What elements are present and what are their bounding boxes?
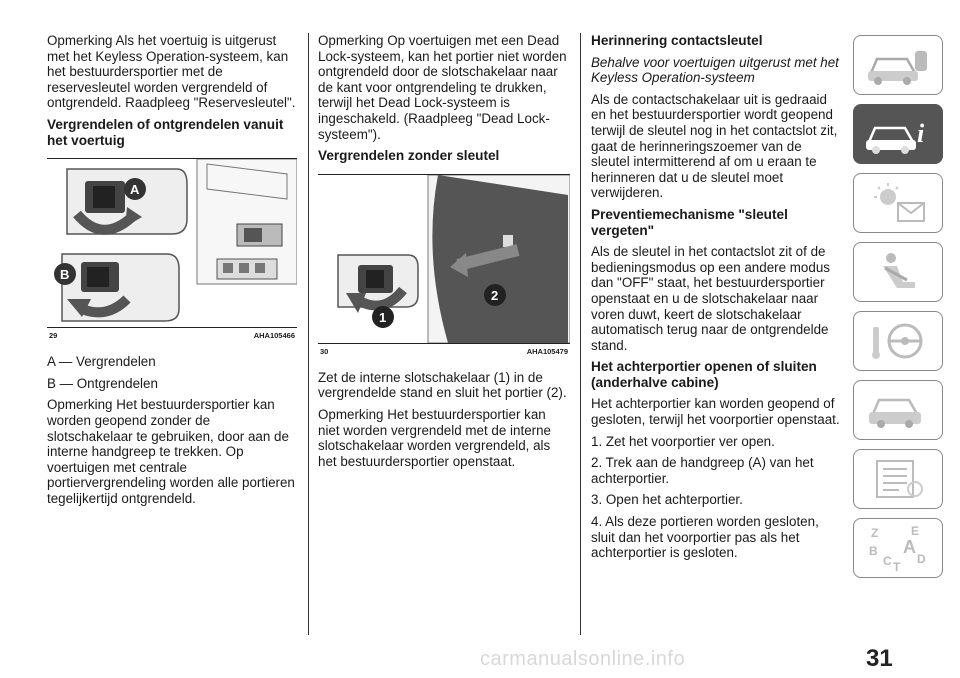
step-1: 1. Zet het voorportier ver open.: [591, 433, 775, 449]
column-2: [318, 33, 570, 475]
heading-key-reminder: Herinnering contactsleutel: [591, 33, 763, 48]
heading-lock-from-inside: Vergrendelen of ontgrendelen vanuit het voertuig: [47, 116, 284, 148]
subheading-keyless-exception: Behalve voor voertuigen uitgerust met het Keyless Operation-systeem: [591, 54, 839, 86]
index-letter: E: [911, 524, 920, 538]
heading-lock-without-key: Vergrendelen zonder sleutel: [318, 148, 500, 164]
index-letter: Z: [871, 526, 879, 540]
step-3: 3. Open het achterportier.: [591, 492, 743, 508]
figure-number: 29: [49, 331, 58, 341]
seat-airbag-icon: [863, 250, 933, 294]
legend-b: B — Ontgrendelen: [47, 375, 158, 391]
index-letter: D: [917, 552, 926, 566]
info-letter: i: [917, 119, 925, 148]
car-key-icon: [863, 43, 933, 87]
figure-label-2: 2: [491, 287, 499, 303]
figure-29-caption: [47, 328, 297, 340]
door-lock-switch-illustration: [47, 159, 297, 327]
index-letter: B: [869, 544, 878, 558]
watermark: carmanualsonline.info: [480, 648, 686, 670]
tab-car-info[interactable]: [853, 104, 943, 164]
column-3: [591, 33, 843, 567]
figure-number: 30: [320, 346, 329, 356]
step-2: 2. Trek aan de handgreep (A) van het achterportier.: [591, 455, 814, 486]
tab-steering-key[interactable]: [853, 311, 943, 371]
figure-label-b: B: [60, 267, 70, 283]
keyless-lock-illustration: [318, 175, 570, 343]
step-4: 4. Als deze portieren worden gesloten, sluit dan het voorportier pas als het achterportier is gesloten.: [591, 514, 819, 561]
alphabetical-index-icon: [863, 523, 933, 573]
chapter-sidebar: [853, 35, 943, 587]
steering-key-icon: [863, 319, 933, 363]
paragraph-key-reminder: Als de contactschakelaar uit is gedraaid en het bestuurdersportier wordt geopend terwijl de sleutel nog in het contactslot zit, gaat de herinneringszoemer van de sleutel intermitterend af om u eraan te herinneren dat u de sleutel moet verwijderen.: [591, 91, 838, 201]
index-letter: C: [883, 554, 892, 568]
column-divider-2: [580, 33, 581, 635]
note-open-without-switch: Opmerking Het bestuurdersportier kan worden geopend zonder de slotschakelaar te gebruiken, door aan de interne handgreep te trekken. Op voertuigen met centrale portiervergrendeling worden alle portieren tegelijkertijd ontgrendeld.: [47, 397, 295, 506]
figure-label-1: 1: [379, 309, 387, 325]
column-1: [47, 33, 297, 513]
tab-specifications[interactable]: [853, 449, 943, 509]
tab-car-service[interactable]: [853, 380, 943, 440]
specifications-list-icon: [863, 457, 933, 501]
heading-forgotten-key: Preventiemechanisme "sleutel vergeten": [591, 206, 788, 238]
figure-30-caption: [318, 344, 570, 356]
legend-a: A — Vergrendelen: [47, 354, 156, 370]
figure-label-a: A: [130, 182, 140, 198]
index-letter: A: [903, 537, 916, 557]
column-divider-1: [308, 33, 309, 635]
tab-car-key[interactable]: [853, 35, 943, 95]
figure-30: [318, 174, 570, 344]
tab-seat-airbag[interactable]: [853, 242, 943, 302]
paragraph-rear-door: Het achterportier kan worden geopend of gesloten, terwijl het voorportier openstaat.: [591, 396, 840, 428]
figure-29: [47, 158, 297, 328]
tab-warning-lights[interactable]: [853, 173, 943, 233]
instruction-lock-switch: Zet de interne slotschakelaar (1) in de vergrendelde stand en sluit het portier (2).: [318, 369, 567, 401]
index-letter: T: [893, 560, 901, 573]
note-dead-lock: Opmerking Op voertuigen met een Dead Lock-systeem, kan het portier niet worden ontgrendeld door de slotschakelaar naar de kant voor ontgrendeling te drukken, terwijl het Dead Lock-systeem is ingeschakeld. (Raadpleeg "Dead Lock-systeem").: [318, 33, 567, 142]
car-info-icon: [863, 112, 933, 156]
figure-code: AHA105479: [526, 346, 568, 356]
car-service-icon: [863, 388, 933, 432]
figure-code: AHA105466: [253, 331, 295, 341]
note-door-open: Opmerking Het bestuurdersportier kan niet worden vergrendeld met de interne slotschakelaar worden vergrendeld, als het bestuurdersportier openstaat.: [318, 406, 551, 469]
heading-rear-door: Het achterportier openen of sluiten (anderhalve cabine): [591, 359, 817, 390]
note-spare-key: Opmerking Als het voertuig is uitgerust met het Keyless Operation-systeem, kan het bestuurdersportier met de reservesleutel worden vergrendeld of ontgrendeld. Raadpleeg "Reservesleutel".: [47, 33, 296, 111]
warning-lights-icon: [863, 181, 933, 225]
page-number: 31: [866, 645, 893, 672]
tab-alphabetical-index[interactable]: [853, 518, 943, 578]
paragraph-forgotten-key: Als de sleutel in het contactslot zit of de bedieningsmodus op een andere modus dan "OFF" staat, het bestuurdersportier openstaat en u de slotschakelaar naar voren duwt, keert de slotschakelaar automatisch terug naar de ontgrendelde stand.: [591, 244, 830, 353]
